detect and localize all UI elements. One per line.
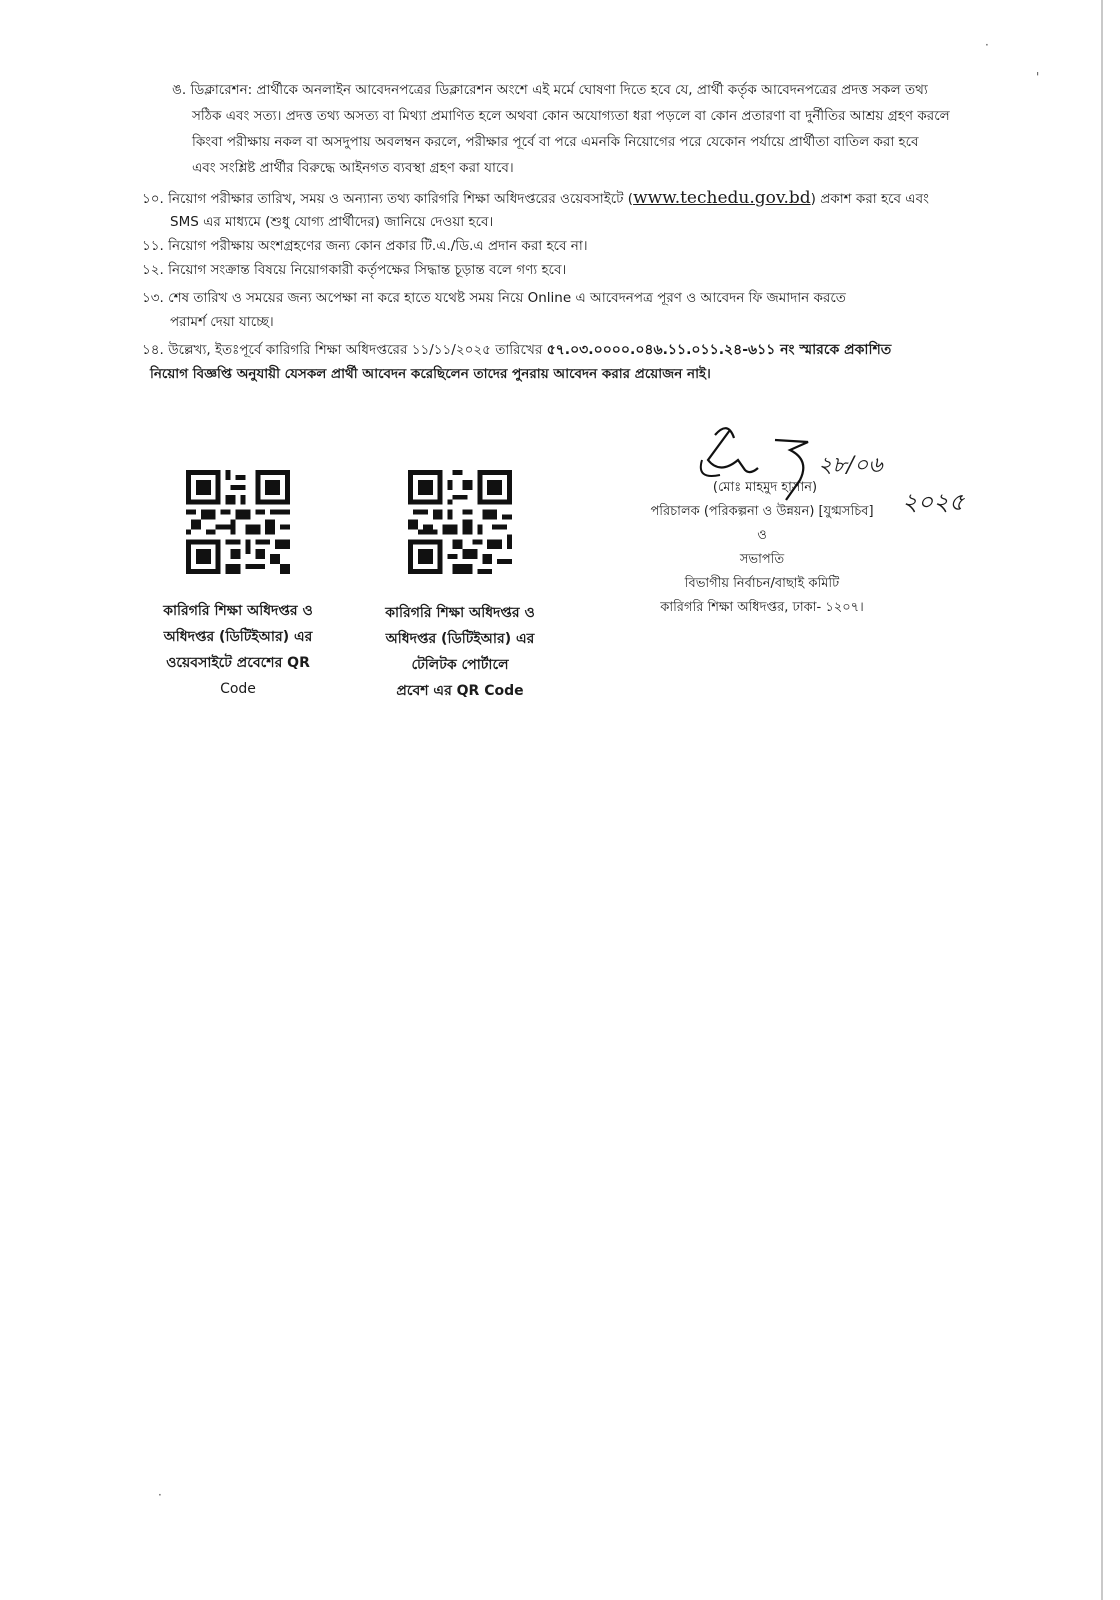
scan-speck: · (985, 38, 989, 52)
qr-caption-line: অধিদপ্তর (ডিটিইআর) এর (385, 631, 535, 647)
officer-name: (মোঃ মাহমুদ হাসান) (712, 480, 818, 495)
conjunction-and: ও (757, 528, 767, 543)
item-number: ১০. (142, 191, 164, 207)
item-number: ১২. (142, 262, 164, 278)
item-10-text-b: ) প্রকাশ করা হবে এবং (810, 191, 929, 207)
item-number: ১৪. (142, 342, 164, 358)
item-11-text: নিয়োগ পরীক্ষায় অংশগ্রহণের জন্য কোন প্রকার টি.এ./ডি.এ প্রদান করা হবে না। (168, 238, 588, 254)
qr-caption-line: কারিগরি শিক্ষা অধিদপ্তর ও (163, 603, 313, 619)
signature-date: ২৮/০৬ (818, 453, 883, 478)
item-13 (142, 286, 846, 310)
item-12-text: নিয়োগ সংক্রান্ত বিষয়ে নিয়োগকারী কর্তৃপক্ষের সিদ্ধান্ত চূড়ান্ত বলে গণ্য হবে। (168, 262, 567, 278)
item-14-text-a: উল্লেখ্য, ইতঃপূর্বে কারিগরি শিক্ষা অধিদপ্তরের ১১/১১/২০২৫ তারিখের (168, 342, 547, 358)
qr-code-icon (186, 470, 290, 574)
item-10-line-2: SMS এর মাধ্যমে (শুধু যোগ্য প্রার্থীদের) জানিয়ে দেওয়া হবে। (170, 214, 494, 230)
item-12 (142, 258, 566, 282)
qr-code-teletalk[interactable] (408, 470, 512, 574)
qr-caption-line: Code (220, 681, 256, 697)
item-number: ১১. (142, 238, 164, 254)
qr-caption-line: ওয়েবসাইটে প্রবেশের QR (166, 655, 310, 671)
item-11 (142, 234, 588, 258)
website-link[interactable]: www.techedu.gov.bd (633, 188, 811, 208)
declaration-line-4: এবং সংশ্লিষ্ট প্রার্থীর বিরুদ্ধে আইনগত ব্যবস্থা গ্রহণ করা যাবে। (192, 160, 514, 176)
item-14 (142, 338, 891, 362)
signature-year: ২০২৫ (902, 488, 965, 516)
qr-caption-line: অধিদপ্তর (ডিটিইআর) এর (163, 629, 313, 645)
item-13-line-2: পরামর্শ দেয়া যাচ্ছে। (170, 314, 274, 330)
qr-code-website[interactable] (186, 470, 290, 574)
declaration-line-3: কিংবা পরীক্ষায় নকল বা অসদুপায় অবলম্বন করলে, পরীক্ষার পূর্বে বা পরে এমনকি নিয়োগের পরে যেকোন পর্যায়ে প্রার্থীতা বাতিল করা হবে (192, 134, 919, 150)
scan-speck: ' (1036, 70, 1040, 84)
declaration-line-2: সঠিক এবং সত্য। প্রদত্ত তথ্য অসত্য বা মিথ্যা প্রমাণিত হলে অথবা কোন অযোগ্যতা ধরা পড়লে বা কোন প্রতারণা বা দুর্নীতির আশ্রয় গ্রহণ করলে (192, 108, 950, 124)
item-13-text: শেষ তারিখ ও সময়ের জন্য অপেক্ষা না করে হাতে যথেষ্ট সময় নিয়ে Online এ আবেদনপত্র পূরণ ও আবেদন ফি জমাদান করতে (168, 290, 846, 306)
qr-caption-website (128, 598, 348, 702)
officer-designation: পরিচালক (পরিকল্পনা ও উন্নয়ন) [যুগ্মসচিব] (650, 504, 874, 519)
qr-caption-line: কারিগরি শিক্ষা অধিদপ্তর ও (385, 605, 535, 621)
scan-speck: · (158, 1488, 162, 1502)
qr-caption-line: টেলিটক পোর্টালে (411, 657, 509, 673)
qr-code-icon (408, 470, 512, 574)
chair-title: সভাপতি (739, 552, 785, 567)
committee-name: বিভাগীয় নির্বাচন/বাছাই কমিটি (684, 576, 840, 591)
qr-caption-line: প্রবেশ এর QR Code (396, 683, 524, 699)
item-10 (142, 186, 929, 211)
memo-reference: ৫৭.০৩.০০০০.০৪৬.১১.০১১.২৪-৬১১ নং স্মারকে প্রকাশিত (546, 342, 892, 358)
qr-caption-teletalk (350, 600, 570, 704)
item-14-line-2: নিয়োগ বিজ্ঞপ্তি অনুযায়ী যেসকল প্রার্থী আবেদন করেছিলেন তাদের পুনরায় আবেদন করার প্রয়োজন নাই। (150, 366, 711, 382)
item-10-text-a: নিয়োগ পরীক্ষার তারিখ, সময় ও অন্যান্য তথ্য কারিগরি শিক্ষা অধিদপ্তরের ওয়েবসাইটে ( (168, 191, 634, 207)
item-number: ১৩. (142, 290, 164, 306)
declaration-line-1: ঙ. ডিক্লারেশন: প্রার্থীকে অনলাইন আবেদনপত্রের ডিক্লারেশন অংশে এই মর্মে ঘোষণা দিতে হবে যে, প্রার্থী কর্তৃক আবেদনপত্রের প্রদত্ত সকল তথ্য (172, 82, 928, 98)
scan-edge-line (1101, 0, 1103, 1600)
office-address: কারিগরি শিক্ষা অধিদপ্তর, ঢাকা- ১২০৭। (660, 600, 864, 615)
